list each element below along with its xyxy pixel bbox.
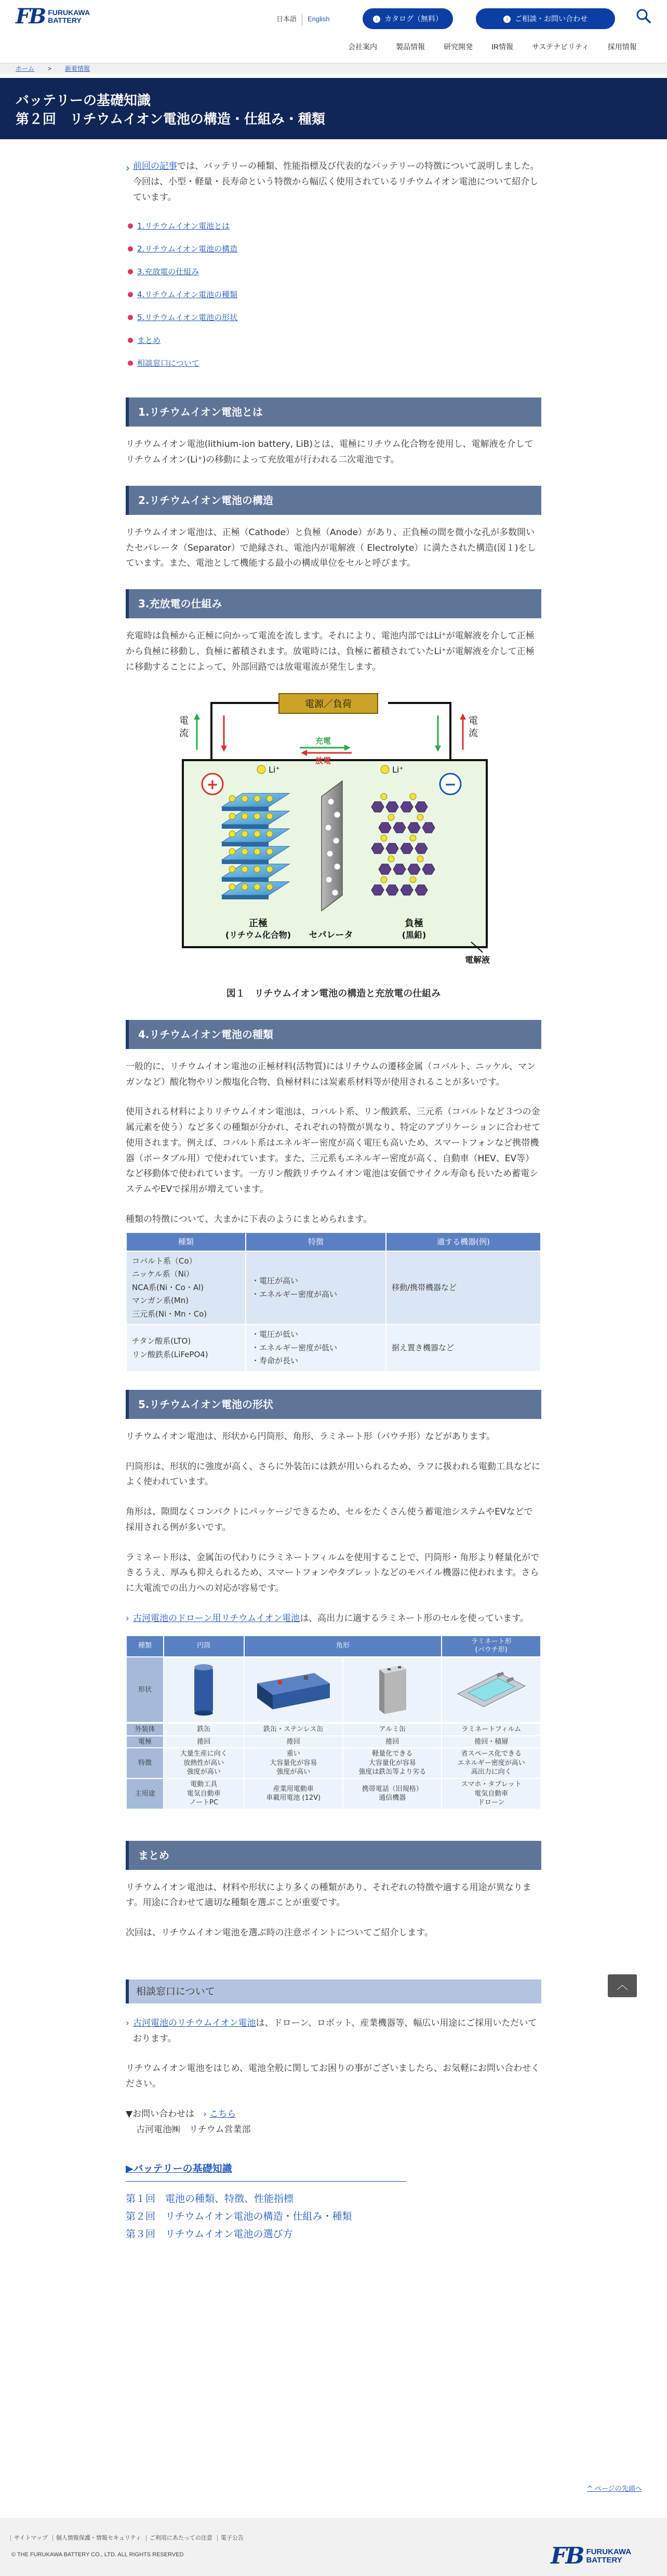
- current-right-2: 流: [469, 728, 478, 739]
- cathode-plate-edge: [222, 860, 269, 864]
- li-ion-dot: [257, 765, 265, 774]
- table-cell: [164, 1657, 244, 1722]
- prismatic-cell-steel-icon: [252, 1663, 335, 1715]
- table-cell: [442, 1657, 541, 1722]
- table-cell: [343, 1657, 442, 1722]
- table-row: [126, 1657, 541, 1722]
- table-cell: ラミネートフィルム: [442, 1723, 541, 1736]
- separator-pore: [328, 799, 334, 805]
- li-ion-dot: [242, 866, 248, 872]
- logo-mark: FB: [551, 2543, 583, 2569]
- section-heading: 2.リチウムイオン電池の構造: [126, 486, 541, 515]
- figure-caption: 図１ リチウムイオン電池の構造と充放電の仕組み: [226, 988, 441, 1000]
- article: [126, 139, 541, 2243]
- section-text: は、ドローン、ロボット、産業機器等、幅広い用途にご採用いただいております。: [133, 2017, 537, 2044]
- separator-pore: [327, 851, 333, 857]
- logo-mark: FB: [16, 4, 45, 29]
- separator-pore: [332, 889, 338, 896]
- site-footer: [0, 2518, 667, 2576]
- footer-link-notice[interactable]: 電子公告: [217, 2535, 247, 2541]
- logo-line2: BATTERY: [48, 16, 82, 24]
- electrolyte-label: 電解液: [464, 955, 490, 965]
- cylindrical-cell-icon: [188, 1660, 219, 1717]
- arrow-icon: ›: [503, 16, 511, 23]
- li-ion-dot: [229, 813, 235, 819]
- minus-sign: −: [444, 776, 457, 793]
- li-ion-dot: [254, 795, 260, 802]
- li-ion-dot: [242, 884, 248, 890]
- current-right-label: [469, 715, 478, 739]
- section-text: 円筒形は、形状的に強度が高く、さらに外装缶には鉄が用いられるため、ラフに扱われる電動工具などによく使われています。: [126, 1461, 540, 1488]
- feature-item: ・電圧が低い: [251, 1330, 299, 1339]
- table-row: [126, 1748, 541, 1778]
- nav-rnd[interactable]: 研究開発: [444, 43, 473, 51]
- cathode-plate-edge: [222, 878, 269, 882]
- page-top-label: ページの先頭へ: [595, 2485, 642, 2493]
- section-heading: まとめ: [126, 1841, 541, 1870]
- type-item: コバルト系（Co）: [132, 1256, 197, 1266]
- section-heading: 相談窓口について: [126, 1980, 541, 2003]
- section-text: リチウムイオン電池は、形状から円筒形、角形、ラミネート形（パウチ形）などがあります。: [126, 1431, 496, 1442]
- li-ion-dot: [254, 884, 260, 890]
- cathode-label: 正極: [249, 918, 268, 930]
- li-ion-dot: [410, 793, 416, 800]
- table-cell: 産業用電動車 車載用電池 (12V): [244, 1778, 343, 1809]
- table-head-cell: 種類: [126, 1232, 246, 1251]
- separator-pore: [326, 877, 332, 883]
- battery-diagram: [159, 693, 508, 978]
- li-ion-dot: [229, 866, 235, 872]
- table-row: [126, 1324, 541, 1372]
- li-ion-dot: [229, 848, 235, 855]
- language-switch: [271, 14, 335, 25]
- current-left-label: [179, 715, 189, 739]
- table-head-cell: 円筒: [164, 1636, 244, 1657]
- li-ion-dot: [266, 813, 273, 819]
- table-cell: 移動/携帯機器など: [386, 1251, 541, 1325]
- section-text: リチウムイオン電池は、材料や形状により多くの種類があり、それぞれの特徴や適する用途が異なります。用途に合わせて適切な種類を選ぶことが重要です。: [126, 1882, 531, 1908]
- toc-item[interactable]: 2.リチウムイオン電池の構造: [128, 237, 541, 260]
- anode-sub-label: (黒鉛): [402, 930, 426, 940]
- intro-text: では、バッテリーの種類、性能指標及び代表的なバッテリーの特徴について説明しました。今回は、小型・軽量・長寿命という特徴から幅広く使用されているリチウムイオン電池について紹介しています。: [133, 161, 539, 203]
- section-text: ラミネート形は、金属缶の代わりにラミネートフィルムを使用することで、円筒形・角形より軽量化ができるうえ、厚みも抑えられるため、スマートフォンやタブレットなどのモバイル機器に使われます。さらに大電流での出力への対応が容易です。: [126, 1552, 540, 1594]
- feature-item: ・エネルギー密度が高い: [251, 1289, 338, 1299]
- discharge-arrow-head: [301, 750, 307, 756]
- li-ion-dot: [242, 813, 248, 819]
- table-of-contents: [128, 215, 541, 375]
- plus-sign: +: [206, 776, 219, 793]
- lithium-battery-link[interactable]: 古河電池のリチウムイオン電池: [133, 2017, 256, 2028]
- series-title-link[interactable]: ▶バッテリーの基礎知識: [126, 2163, 232, 2175]
- section-text: 使用される材料によりリチウムイオン電池は、コバルト系、リン酸鉄系、三元系（コバルトなど３つの金属元素を使う）など多くの種類が分かれ、それぞれの特徴が異なり、特定のアプリケーションに合わせて使用されます。例えば、コバルト系はエネルギー密度が高く電圧も高いため、スマートフォンなど携帯機器（ポータブル用）で使われています。また、三元系もエネルギー密度が高く、自動車（HEV、EV等）など移動体で使われています。一方リン酸鉄リチウムイオン電池は安価でサイクル寿命も長いため蓄電システムやEVで採用が増えています。: [126, 1107, 541, 1194]
- prismatic-cell-aluminum-icon: [369, 1660, 416, 1717]
- anode-label: 負極: [405, 918, 423, 930]
- li-ion-dot: [266, 866, 273, 872]
- li-ion-dot: [266, 831, 273, 837]
- table-cell: スマホ・タブレット 電気自動車 ドローン: [442, 1778, 541, 1809]
- charge-arrow-head: [344, 745, 351, 751]
- section-heading: 1.リチウムイオン電池とは: [126, 397, 541, 427]
- feature-item: ・電圧が高い: [251, 1276, 299, 1285]
- nav-recruit[interactable]: 採用情報: [607, 43, 637, 51]
- current-arrow-head: [194, 713, 200, 720]
- copyright: © THE FURUKAWA BATTERY CO., LTD. ALL RIGHTS RESERVED: [11, 2552, 184, 2558]
- cathode-plate-edge: [222, 807, 269, 811]
- feature-item: ・寿命が長い: [251, 1356, 299, 1366]
- types-table: [126, 1232, 541, 1372]
- series-item[interactable]: 第２回 リチウムイオン電池の構造・仕組み・種類: [126, 2210, 352, 2222]
- li-ion-dot: [266, 795, 273, 802]
- table-cell: [246, 1324, 386, 1372]
- table-cell: 捲回: [343, 1736, 442, 1748]
- search-icon[interactable]: [636, 8, 651, 24]
- chevron-up-icon: ^: [587, 2485, 595, 2493]
- section-text: リチウムイオン電池は、正極（Cathode）と負極（Anode）があり、正負極の間を微小な孔が多数開いたセパレータ（Separator）で絶縁され、電池内が電解液（ Electrolyte）に満たされた構造(図１)をしています。また、電池として機能する最小の構成単位をセルと呼びます。: [126, 527, 536, 569]
- laminate-cell-icon: [452, 1663, 530, 1715]
- current-right-1: 電: [469, 715, 478, 727]
- nav-ir[interactable]: IR情報: [491, 43, 513, 51]
- cathode-sub-label: (リチウム化合物): [225, 930, 291, 940]
- li-ion-dot: [254, 831, 260, 837]
- logo-line1: FURUKAWA: [586, 2547, 632, 2556]
- chevron-right-icon: ›: [126, 1613, 129, 1624]
- table-cell: [126, 1324, 246, 1372]
- table-cell: [126, 1251, 246, 1325]
- toc-item[interactable]: 5.リチウムイオン電池の形状: [128, 306, 541, 329]
- current-arrow-head: [435, 746, 441, 752]
- li-ion-dot: [229, 795, 235, 802]
- current-arrow-head: [460, 713, 466, 720]
- type-item: マンガン系(Mn): [132, 1296, 189, 1306]
- chevron-right-icon: ›: [126, 162, 130, 174]
- current-left-2: 流: [179, 728, 189, 739]
- section-text: 角形は、隙間なくコンパクトにパッケージできるため、セルをたくさん使う蓄電池システムやEVなどで採用される例が多いです。: [126, 1507, 533, 1533]
- section-heading: 5.リチウムイオン電池の形状: [126, 1390, 541, 1419]
- chevron-up-icon: ︿: [616, 1979, 628, 1992]
- separator-label: セパレータ: [309, 930, 353, 941]
- shapes-table-body: [126, 1723, 541, 1809]
- catalog-button[interactable]: [363, 8, 453, 29]
- cathode-plate-edge: [222, 895, 269, 899]
- table-head-cell: 適する機器(例): [386, 1232, 541, 1251]
- row-label: 形状: [126, 1657, 164, 1722]
- scroll-to-top-button[interactable]: [608, 1974, 637, 1997]
- toc-item[interactable]: 4.リチウムイオン電池の種類: [128, 283, 541, 306]
- arrow-icon: ›: [373, 16, 380, 23]
- row-label: 特徴: [126, 1748, 164, 1778]
- table-head-cell: 種類: [126, 1636, 164, 1657]
- li-ion-dot: [242, 795, 248, 802]
- table-row: [126, 1723, 541, 1736]
- battery-diagram-svg: [159, 693, 508, 978]
- page-title-line1: バッテリーの基礎知識: [16, 93, 151, 109]
- type-item: チタン酸系(LTO): [132, 1336, 191, 1346]
- separator-pore: [325, 825, 331, 831]
- breadcrumb: [0, 63, 667, 74]
- li-ion-dot: [381, 835, 387, 841]
- catalog-button-label: カタログ（無料）: [384, 15, 443, 23]
- li-ion-dot: [229, 831, 235, 837]
- logo-line2: BATTERY: [586, 2556, 622, 2565]
- li-ion-dot: [229, 884, 235, 890]
- table-cell: [244, 1657, 343, 1722]
- contact-link[interactable]: こちら: [209, 2108, 236, 2119]
- li-ion-dot: [266, 884, 273, 890]
- li-ion-label-left: Li⁺: [269, 765, 280, 775]
- li-ion-dot: [388, 856, 394, 862]
- series-item[interactable]: 第１回 電池の種類、特徴、性能指標: [126, 2193, 294, 2205]
- charge-label: 充電: [315, 736, 331, 746]
- table-cell: アルミ缶: [343, 1723, 442, 1736]
- li-ion-dot: [254, 813, 260, 819]
- series-list: [126, 2190, 541, 2243]
- page-title: [0, 78, 667, 139]
- toc-item[interactable]: 3.充放電の仕組み: [128, 260, 541, 283]
- li-ion-dot: [381, 765, 389, 774]
- section-heading: 3.充放電の仕組み: [126, 589, 541, 618]
- row-label: 外装体: [126, 1723, 164, 1736]
- table-row: [126, 1778, 541, 1809]
- prev-article-link[interactable]: 前回の記事: [133, 161, 177, 171]
- nav-sustainability[interactable]: サステナビリティ: [532, 43, 589, 51]
- load-label: 電源／負荷: [305, 699, 352, 710]
- contact-button[interactable]: [476, 8, 615, 29]
- li-ion-dot: [381, 793, 387, 800]
- site-header: [0, 0, 667, 63]
- breadcrumb-sep: >: [48, 65, 52, 72]
- contact-label: ▼お問い合わせは: [126, 2108, 195, 2119]
- li-ion-label-right: Li⁺: [392, 765, 404, 775]
- toc-item[interactable]: 1.リチウムイオン電池とは: [128, 215, 541, 237]
- global-nav: [348, 41, 637, 54]
- wire-right: [388, 703, 450, 760]
- table-cell: [246, 1251, 386, 1325]
- wire-left: [211, 703, 279, 760]
- section-text: リチウムイオン電池(lithium-ion battery, LiB)とは、電極にリチウム化合物を使用し、電解液を介してリチウムイオン(Li⁺)の移動によって充放電が行われる二次電池です。: [126, 439, 533, 465]
- toc-item[interactable]: 相談窓口について: [128, 352, 541, 375]
- site-logo[interactable]: [16, 6, 90, 27]
- footer-link-sitemap[interactable]: サイトマップ: [10, 2535, 51, 2541]
- separator-pore: [334, 864, 340, 870]
- li-ion-dot: [410, 877, 416, 883]
- cathode-plate-edge: [222, 842, 269, 846]
- breadcrumb-home[interactable]: ホーム: [16, 65, 35, 72]
- table-cell: 鉄缶: [164, 1723, 244, 1736]
- table-row: [126, 1736, 541, 1748]
- chevron-right-icon: ›: [203, 2108, 207, 2119]
- department: 古河電池㈱ リチウム営業部: [136, 2124, 251, 2135]
- chevron-right-icon: ›: [126, 2017, 129, 2028]
- li-ion-dot: [417, 856, 423, 862]
- table-cell: 携帯電話（旧規格） 通信機器: [343, 1778, 442, 1809]
- discharge-label: 放電: [315, 756, 331, 766]
- table-cell: 電動工具 電気自動車 ノートPC: [164, 1778, 244, 1809]
- separator-pore: [334, 812, 340, 818]
- li-ion-dot: [266, 848, 273, 855]
- type-item: リン酸鉄系(LiFePO4): [132, 1349, 208, 1359]
- table-cell: 鉄缶・ステンレス缶: [244, 1723, 343, 1736]
- footer-link-terms[interactable]: ご利用にあたっての注意: [146, 2535, 216, 2541]
- section-text: 一般的に、リチウムイオン電池の正極材料(活物質)にはリチウムの遷移金属（コバルト、ニッケル、マンガンなど）酸化物やリン酸塩化合物、負極材料には炭素系材料等が使用されることが多いです。: [126, 1061, 536, 1087]
- lang-ja[interactable]: 日本語: [271, 14, 302, 25]
- logo-line1: FURUKAWA: [48, 8, 90, 17]
- row-label: 主用途: [126, 1778, 164, 1809]
- table-head-cell: 特徴: [246, 1232, 386, 1251]
- nav-company[interactable]: 会社案内: [348, 43, 377, 51]
- table-head-cell: ラミネート形 (パウチ形): [442, 1636, 541, 1657]
- li-ion-dot: [417, 814, 423, 820]
- table-cell: 捲回・積層: [442, 1736, 541, 1748]
- table-cell: 省スペース化できる エネルギー密度が高い 高出力に向く: [442, 1748, 541, 1778]
- li-ion-dot: [254, 866, 260, 872]
- shapes-table: [126, 1635, 541, 1723]
- contact-button-label: ご相談・お問い合わせ: [515, 15, 588, 23]
- type-item: NCA系(Ni・Co・Al): [132, 1282, 204, 1292]
- nav-products[interactable]: 製品情報: [396, 43, 425, 51]
- li-ion-dot: [388, 814, 394, 820]
- li-ion-dot: [242, 831, 248, 837]
- row-label: 電極: [126, 1736, 164, 1748]
- intro: [126, 159, 541, 205]
- table-cell: 大量生産に向く 放熱性が高い 強度が高い: [164, 1748, 244, 1778]
- table-header: [126, 1232, 541, 1251]
- page-title-line2: 第２回 リチウムイオン電池の構造・仕組み・種類: [16, 112, 325, 128]
- page-top-link[interactable]: [587, 2484, 642, 2495]
- section-text: は、高出力に適するラミネート形のセルを使っています。: [300, 1613, 529, 1624]
- current-left-1: 電: [179, 715, 189, 727]
- breadcrumb-current[interactable]: 新着情報: [65, 65, 90, 72]
- table-cell: 軽量化できる 大容量化が容易 強度は鉄缶等より劣る: [343, 1748, 442, 1778]
- li-ion-dot: [381, 877, 387, 883]
- type-item: ニッケル系（Ni）: [132, 1269, 194, 1279]
- toc-item[interactable]: まとめ: [128, 329, 541, 352]
- series-item[interactable]: 第３回 リチウムイオン電池の選び方: [126, 2228, 293, 2240]
- table-cell: 重い 大容量化が容易 強度が高い: [244, 1748, 343, 1778]
- section-text: リチウムイオン電池をはじめ、電池全般に関してお困りの事がございましたら、お気軽にお問い合わせください。: [126, 2063, 540, 2090]
- li-ion-dot: [242, 848, 248, 855]
- table-head-cell: 角形: [244, 1636, 442, 1657]
- section-text: 種類の特徴について、大まかに下表のようにまとめられます。: [126, 1214, 372, 1225]
- li-ion-dot: [254, 848, 260, 855]
- shapes-table-rows: [126, 1723, 541, 1809]
- footer-logo[interactable]: [551, 2545, 631, 2568]
- type-item: 三元系(Ni・Mn・Co): [132, 1309, 207, 1319]
- drone-battery-link[interactable]: 古河電池のドローン用リチウムイオン電池: [133, 1613, 300, 1624]
- feature-item: ・エネルギー密度が低い: [251, 1343, 338, 1352]
- table-cell: 捲回: [164, 1736, 244, 1748]
- footer-link-privacy[interactable]: 個人情報保護・情報セキュリティ: [52, 2535, 144, 2541]
- divider: [126, 2181, 406, 2182]
- current-arrow-head: [221, 746, 227, 752]
- table-header: [126, 1636, 541, 1657]
- table-row: [126, 1251, 541, 1325]
- table-cell: 捲回: [244, 1736, 343, 1748]
- section-text: 充電時は負極から正極に向かって電流を流します。それにより、電池内部ではLi⁺が電解液を介して正極から負極に移動し、負極に蓄積されます。放電時には、負極に蓄積されていたLi⁺が電解液を介して正極に移動することによって、外部回路では放電電流が発生します。: [126, 631, 535, 672]
- lang-en[interactable]: English: [308, 15, 330, 23]
- cathode-plate-edge: [222, 825, 269, 829]
- table-cell: 据え置き機器など: [386, 1324, 541, 1372]
- separator-pore: [333, 838, 339, 844]
- section-heading: 4.リチウムイオン電池の種類: [126, 1020, 541, 1049]
- section-text: 次回は、リチウムイオン電池を選ぶ時の注意ポイントについてご紹介します。: [126, 1928, 433, 1938]
- li-ion-dot: [410, 835, 416, 841]
